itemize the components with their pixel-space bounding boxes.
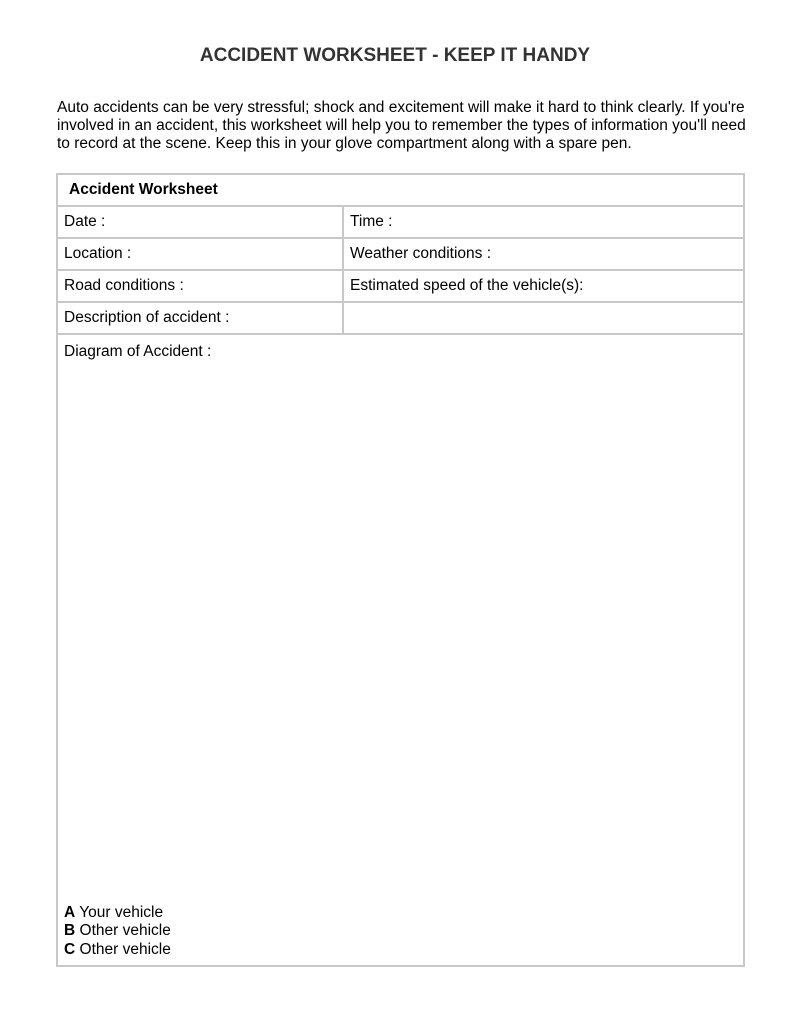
description-value[interactable] (343, 302, 744, 334)
intro-text: Auto accidents can be very stressful; shock and excitement will make it hard to think clearly. If you're involved in an accident, this worksheet will help you to remember the types of information you'll need to record at the scene. Keep this in your glove compartment along with a spare pen. (57, 99, 746, 152)
diagram-label: Diagram of Accident : (64, 343, 212, 360)
vehicle-legend (64, 904, 171, 960)
speed-field[interactable]: Estimated speed of the vehicle(s): (343, 270, 744, 302)
legend-item (64, 941, 171, 960)
page-title: ACCIDENT WORKSHEET - KEEP IT HANDY (199, 45, 591, 66)
time-field[interactable]: Time : (343, 206, 744, 238)
legend-key: C (64, 940, 76, 958)
legend-key: A (64, 903, 76, 921)
legend-key: B (64, 922, 76, 939)
legend-label: Other vehicle (75, 922, 171, 939)
table-header: Accident Worksheet (57, 174, 744, 206)
diagram-area[interactable] (57, 334, 744, 966)
weather-field[interactable]: Weather conditions : (343, 238, 744, 270)
legend-label: Your vehicle (75, 903, 164, 921)
location-field[interactable]: Location : (57, 238, 343, 270)
description-field[interactable]: Description of accident : (57, 302, 343, 334)
legend-item (64, 922, 171, 941)
road-conditions-field[interactable]: Road conditions : (57, 270, 343, 302)
date-field[interactable]: Date : (57, 206, 343, 238)
accident-worksheet-table (56, 173, 745, 967)
legend-item (64, 904, 171, 923)
legend-label: Other vehicle (75, 940, 171, 958)
